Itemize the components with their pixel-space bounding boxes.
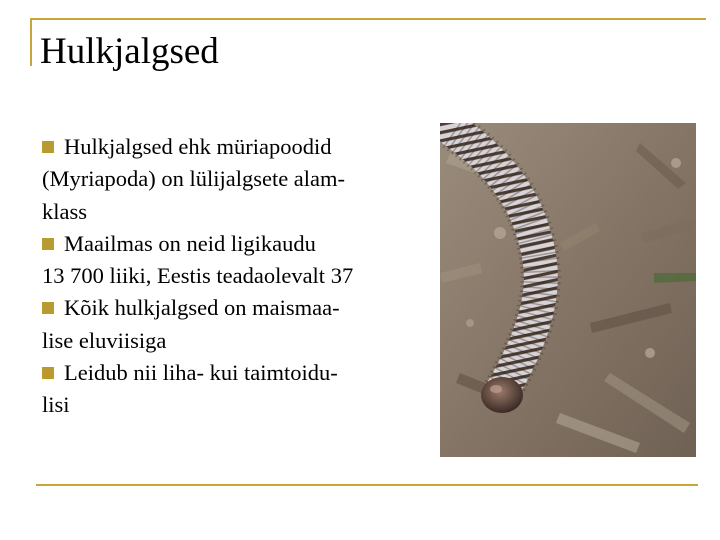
list-item-continuation: [42, 325, 502, 357]
millipede-photo: [440, 123, 696, 457]
list-item: [42, 228, 502, 260]
list-item-continuation: [42, 389, 502, 421]
square-bullet-icon: [42, 141, 54, 153]
list-item: [42, 131, 502, 163]
list-item-continuation: [42, 260, 502, 292]
list-item-text: lisi: [42, 392, 70, 418]
millipede-illustration: [440, 123, 696, 457]
list-item-text: klass: [42, 198, 87, 224]
list-item-text: Hulkjalgsed ehk müriapoodid: [64, 134, 332, 159]
head-highlight: [490, 385, 502, 393]
list-item-text: Leidub nii liha- kui taimtoidu-: [64, 360, 338, 386]
bottom-rule: [36, 484, 698, 486]
list-item-text: (Myriapoda) on lülijalgsete alam-: [42, 166, 346, 192]
square-bullet-icon: [42, 367, 54, 379]
square-bullet-icon: [42, 302, 54, 314]
list-item-continuation: [42, 163, 502, 195]
list-item-text: lise eluviisiga: [42, 327, 167, 353]
list-item-text: 13 700 liiki, Eestis teadaolevalt 37: [42, 263, 354, 289]
title-frame-top-rule: [30, 18, 706, 20]
list-item-text: Kõik hulkjalgsed on maismaa-: [64, 295, 340, 321]
list-item: [42, 357, 502, 389]
list-item-continuation: [42, 196, 502, 228]
slide-title: Hulkjalgsed: [40, 31, 219, 72]
list-item: [42, 292, 502, 324]
square-bullet-icon: [42, 238, 54, 250]
bullet-list: [42, 131, 502, 422]
millipede-head: [481, 377, 523, 413]
list-item-text: Maailmas on neid ligikaudu: [64, 230, 316, 256]
title-frame-left-rule: [30, 18, 32, 66]
